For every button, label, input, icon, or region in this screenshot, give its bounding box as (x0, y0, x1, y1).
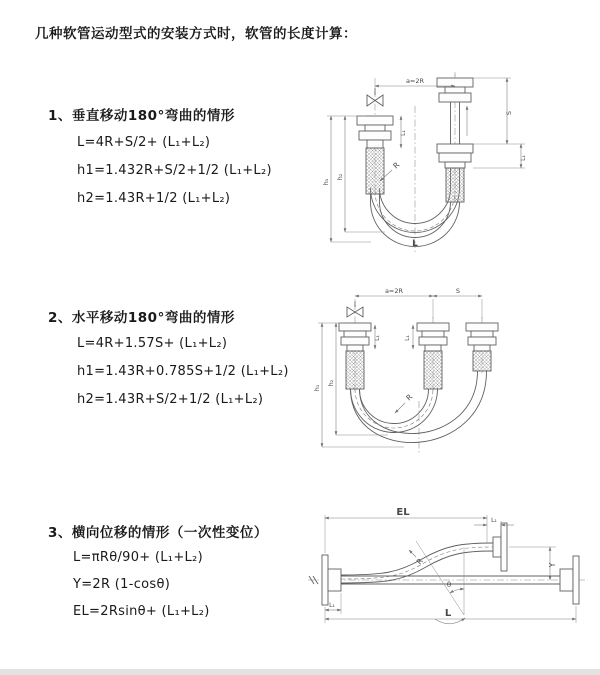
page-title: 几种软管运动型式的安装方式时，软管的长度计算： (35, 26, 357, 42)
dim-label-l1-left: L₁ (374, 335, 381, 341)
dim-label-a2r: a=2R (405, 77, 425, 85)
dim-label-h2: h₂ (327, 379, 335, 387)
section-1-heading: 1、垂直移动180°弯曲的情形 (48, 108, 235, 124)
label-length-l: L (444, 608, 452, 619)
dim-label-h1: h₁ (313, 384, 321, 392)
diagram-lateral-displacement (298, 503, 595, 658)
label-angle-theta: θ (446, 581, 452, 589)
dim-label-el: EL (396, 507, 410, 518)
dim-label-s: S (505, 110, 513, 116)
label-length-l: L (412, 239, 418, 249)
dim-label-l1-mid: L₁ (404, 335, 411, 341)
pipe-fittings (339, 323, 498, 389)
section-2-formula-h2: h2=1.43R+S/2+1/2 (L₁+L₂) (77, 392, 264, 407)
section-2-formula-h1: h1=1.43R+0.785S+1/2 (L₁+L₂) (77, 364, 289, 379)
dim-label-s: S (455, 287, 461, 295)
dim-label-l1-top: L₁ (491, 517, 497, 524)
dim-label-l1-left: L₁ (329, 602, 335, 609)
label-bend-radius: R (414, 556, 425, 567)
section-1-formula-h1: h1=1.432R+S/2+1/2 (L₁+L₂) (77, 163, 272, 178)
dim-label-h1: h₁ (322, 178, 330, 186)
dim-label-l1-left: L₁ (400, 130, 407, 136)
page-edge (0, 669, 600, 675)
label-bend-radius: R (391, 160, 402, 171)
diagram-horizontal-bend (308, 283, 593, 468)
section-3-formula-y: Y=2R (1-cosθ) (73, 577, 171, 592)
section-2-heading: 2、水平移动180°弯曲的情形 (48, 310, 235, 326)
dim-label-a2r: a=2R (384, 287, 404, 295)
label-bend-radius: R (404, 392, 415, 403)
centerlines (308, 547, 588, 584)
diagram-vertical-bend (313, 70, 588, 260)
dimension-lines (327, 72, 525, 242)
hose-body (341, 543, 560, 584)
dimension-lines (325, 515, 576, 623)
dim-label-l1-right: L₁ (520, 155, 527, 161)
section-1-formula-h2: h2=1.43R+1/2 (L₁+L₂) (77, 191, 231, 206)
section-2-formula-l: L=4R+1.57S+ (L₁+L₂) (77, 336, 228, 351)
dim-label-y: Y (548, 562, 557, 568)
angle-construction (416, 541, 465, 624)
section-3-formula-el: EL=2Rsinθ+ (L₁+L₂) (73, 604, 210, 619)
hose-body (351, 371, 487, 443)
section-1-formula-l: L=4R+S/2+ (L₁+L₂) (77, 135, 211, 150)
section-3-heading: 3、横向位移的情形（一次性变位） (48, 525, 268, 541)
dimension-lines (318, 296, 482, 447)
section-3-formula-l: L=πRθ/90+ (L₁+L₂) (73, 550, 203, 565)
dim-label-h2: h₂ (336, 173, 344, 181)
